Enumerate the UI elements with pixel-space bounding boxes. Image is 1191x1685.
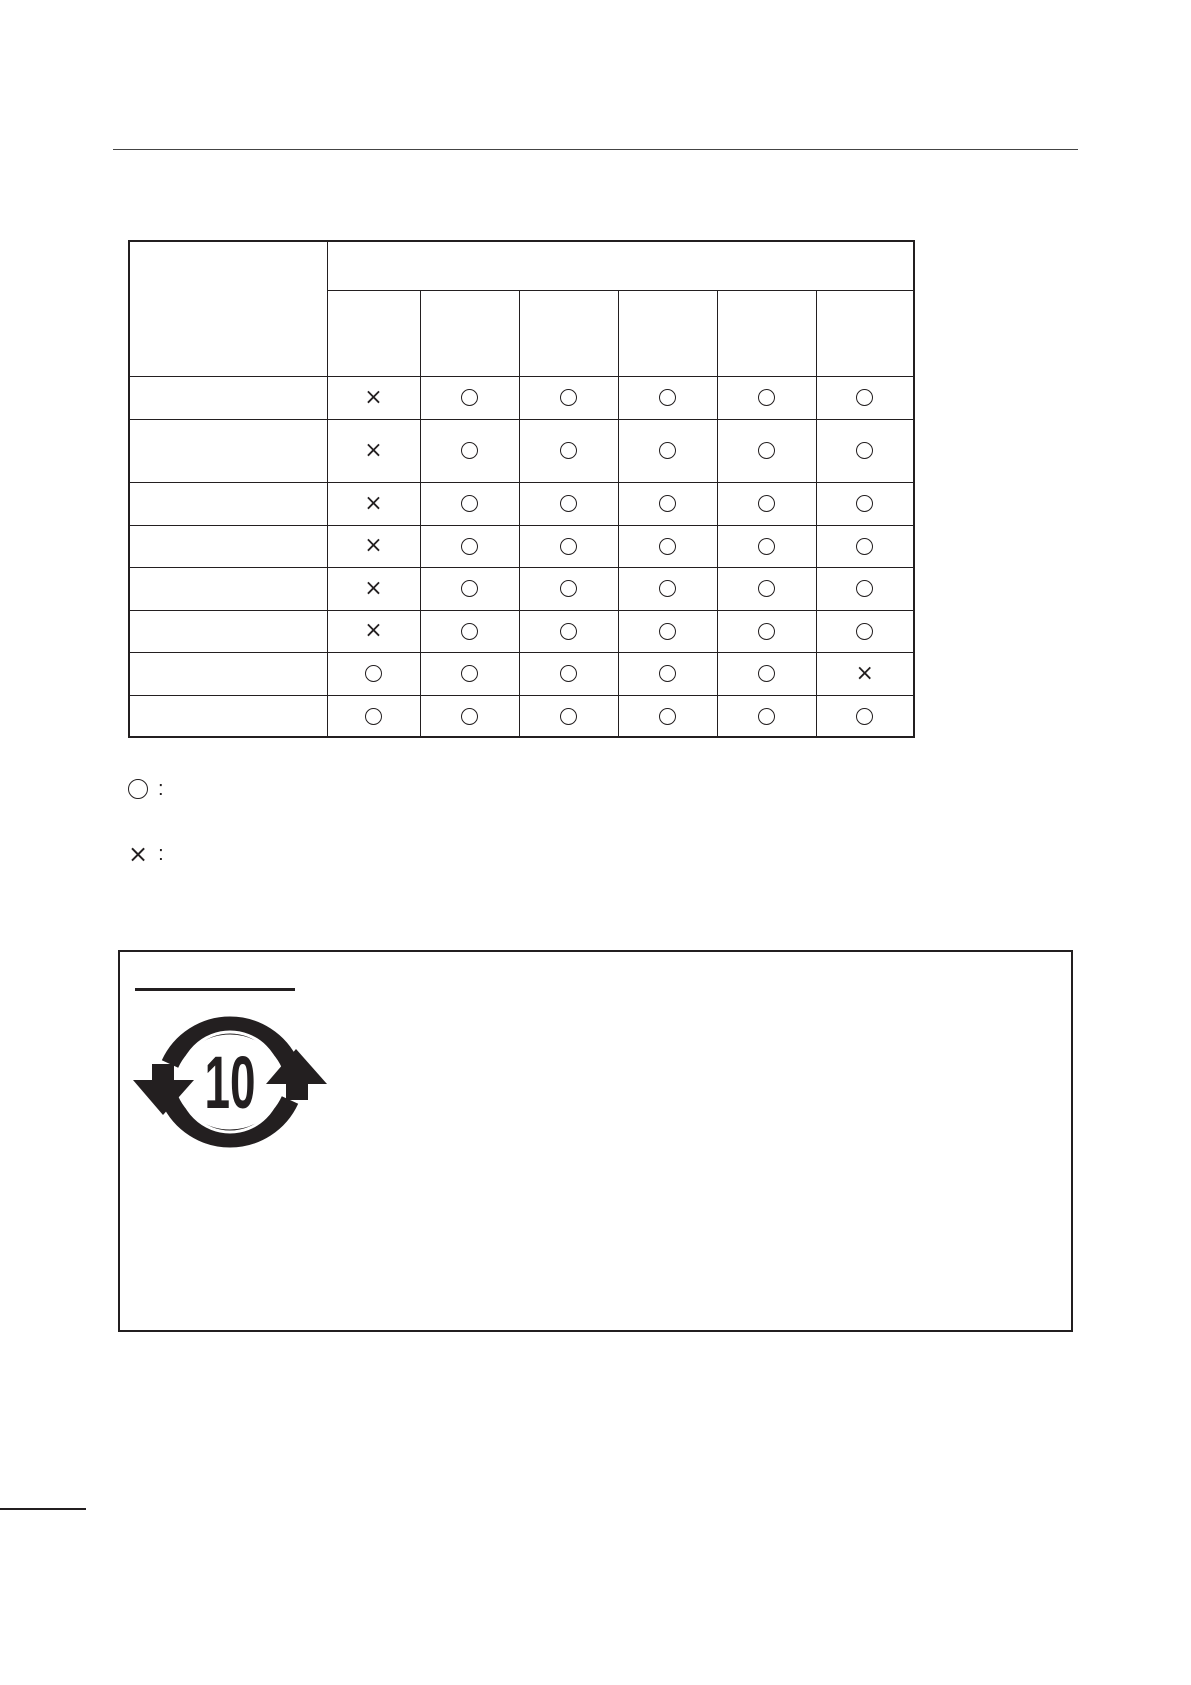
substance-cell bbox=[327, 525, 420, 567]
circle-mark-icon bbox=[461, 495, 478, 512]
substance-cell bbox=[618, 419, 717, 482]
circle-mark-icon bbox=[560, 665, 577, 682]
substance-cell bbox=[717, 695, 816, 737]
substance-column-header bbox=[327, 290, 420, 376]
circle-mark-icon bbox=[560, 442, 577, 459]
substance-column-header bbox=[816, 290, 914, 376]
substance-cell bbox=[816, 419, 914, 482]
substance-column-header bbox=[717, 290, 816, 376]
substance-cell bbox=[519, 610, 618, 652]
circle-mark-icon bbox=[659, 623, 676, 640]
circle-mark-icon bbox=[560, 623, 577, 640]
cross-mark-icon: × bbox=[364, 384, 383, 410]
substance-cell bbox=[327, 695, 420, 737]
circle-mark-icon bbox=[758, 623, 775, 640]
substance-cell bbox=[618, 525, 717, 567]
circle-mark-icon bbox=[659, 665, 676, 682]
circle-mark-icon bbox=[856, 389, 873, 406]
substance-cell bbox=[327, 376, 420, 419]
substance-cell bbox=[816, 652, 914, 695]
environment-protection-use-period-box bbox=[118, 950, 1073, 1332]
substance-cell bbox=[717, 567, 816, 610]
circle-mark-icon bbox=[856, 623, 873, 640]
substance-cell bbox=[519, 567, 618, 610]
substance-cell bbox=[618, 652, 717, 695]
substance-cell bbox=[816, 567, 914, 610]
circle-mark-icon bbox=[461, 580, 478, 597]
part-name-header bbox=[129, 241, 327, 376]
substance-column-header bbox=[519, 290, 618, 376]
legend-x-row bbox=[128, 842, 164, 866]
substance-cell bbox=[816, 525, 914, 567]
circle-mark-icon bbox=[365, 665, 382, 682]
circle-mark-icon bbox=[461, 623, 478, 640]
cross-mark-icon: × bbox=[855, 660, 874, 686]
substance-cell bbox=[420, 525, 519, 567]
part-name-cell bbox=[129, 610, 327, 652]
substance-cell bbox=[717, 376, 816, 419]
table-row bbox=[129, 610, 914, 652]
substance-cell bbox=[618, 610, 717, 652]
part-name-cell bbox=[129, 525, 327, 567]
circle-mark-icon bbox=[758, 442, 775, 459]
header-rule bbox=[113, 149, 1078, 150]
logo-number: 10 bbox=[204, 1041, 256, 1125]
substance-cell bbox=[618, 482, 717, 525]
circle-mark-icon bbox=[659, 538, 676, 555]
substance-cell bbox=[816, 482, 914, 525]
circle-mark-icon bbox=[461, 389, 478, 406]
substance-column-header bbox=[618, 290, 717, 376]
substance-cell bbox=[519, 376, 618, 419]
circle-mark-icon bbox=[758, 708, 775, 725]
substances-header bbox=[327, 241, 914, 290]
circle-mark-icon bbox=[758, 495, 775, 512]
circle-mark-icon bbox=[659, 708, 676, 725]
substance-cell bbox=[816, 610, 914, 652]
cross-mark-icon: × bbox=[128, 840, 149, 868]
part-name-cell bbox=[129, 695, 327, 737]
circle-mark-icon bbox=[758, 665, 775, 682]
circle-mark-icon bbox=[856, 580, 873, 597]
substance-cell bbox=[420, 652, 519, 695]
circle-mark-icon bbox=[856, 442, 873, 459]
circle-mark-icon bbox=[365, 708, 382, 725]
heading-underline bbox=[135, 988, 295, 991]
circle-mark-icon bbox=[560, 495, 577, 512]
part-name-cell bbox=[129, 652, 327, 695]
legend-x-colon: : bbox=[158, 843, 164, 865]
substance-cell bbox=[618, 376, 717, 419]
circle-mark-icon bbox=[461, 538, 478, 555]
substance-cell bbox=[816, 376, 914, 419]
circle-mark-icon bbox=[659, 442, 676, 459]
table-row bbox=[129, 525, 914, 567]
substance-cell bbox=[420, 482, 519, 525]
table-row bbox=[129, 652, 914, 695]
circle-mark-icon bbox=[659, 389, 676, 406]
substance-cell bbox=[327, 482, 420, 525]
table-row bbox=[129, 695, 914, 737]
substance-cell bbox=[717, 525, 816, 567]
substance-cell bbox=[816, 695, 914, 737]
circle-mark-icon bbox=[560, 580, 577, 597]
substance-cell bbox=[327, 652, 420, 695]
circle-mark-icon bbox=[560, 708, 577, 725]
legend-o-colon: : bbox=[158, 778, 164, 800]
part-name-cell bbox=[129, 482, 327, 525]
part-name-cell bbox=[129, 376, 327, 419]
substance-cell bbox=[327, 610, 420, 652]
circle-mark-icon bbox=[758, 389, 775, 406]
circle-mark-icon bbox=[461, 665, 478, 682]
substance-cell bbox=[717, 419, 816, 482]
substance-cell bbox=[717, 610, 816, 652]
hazardous-substances-table bbox=[128, 240, 915, 738]
circle-mark-icon bbox=[856, 708, 873, 725]
circle-mark-icon bbox=[461, 708, 478, 725]
cross-mark-icon: × bbox=[364, 437, 383, 463]
circle-mark-icon bbox=[128, 779, 148, 799]
substance-cell bbox=[519, 419, 618, 482]
substance-cell bbox=[519, 482, 618, 525]
cross-mark-icon: × bbox=[364, 618, 383, 643]
part-name-cell bbox=[129, 567, 327, 610]
circle-mark-icon bbox=[856, 495, 873, 512]
substance-cell bbox=[618, 567, 717, 610]
cross-mark-icon: × bbox=[364, 490, 383, 516]
table-row bbox=[129, 419, 914, 482]
circle-mark-icon bbox=[560, 538, 577, 555]
substance-cell bbox=[717, 652, 816, 695]
substance-cell bbox=[519, 525, 618, 567]
footer-rule bbox=[0, 1508, 86, 1510]
circle-mark-icon bbox=[856, 538, 873, 555]
substance-cell bbox=[717, 482, 816, 525]
substance-cell bbox=[420, 610, 519, 652]
substance-cell bbox=[327, 419, 420, 482]
substance-cell bbox=[327, 567, 420, 610]
circle-mark-icon bbox=[758, 580, 775, 597]
circle-mark-icon bbox=[560, 389, 577, 406]
substance-cell bbox=[519, 695, 618, 737]
substance-cell bbox=[420, 695, 519, 737]
part-name-cell bbox=[129, 419, 327, 482]
table-row bbox=[129, 482, 914, 525]
cross-mark-icon: × bbox=[364, 575, 383, 601]
substance-cell bbox=[420, 567, 519, 610]
substance-cell bbox=[420, 419, 519, 482]
legend-o-row bbox=[128, 779, 164, 799]
table-body bbox=[129, 376, 914, 737]
substance-cell bbox=[618, 695, 717, 737]
cross-mark-icon: × bbox=[364, 533, 383, 558]
circle-mark-icon bbox=[461, 442, 478, 459]
circle-mark-icon bbox=[758, 538, 775, 555]
hazardous-substances-table-wrap bbox=[128, 240, 915, 738]
circle-mark-icon bbox=[659, 580, 676, 597]
substance-column-header bbox=[420, 290, 519, 376]
table-row bbox=[129, 567, 914, 610]
circle-mark-icon bbox=[659, 495, 676, 512]
table-row bbox=[129, 376, 914, 419]
substance-cell bbox=[519, 652, 618, 695]
environment-friendly-use-period-icon bbox=[130, 1002, 330, 1162]
substance-cell bbox=[420, 376, 519, 419]
